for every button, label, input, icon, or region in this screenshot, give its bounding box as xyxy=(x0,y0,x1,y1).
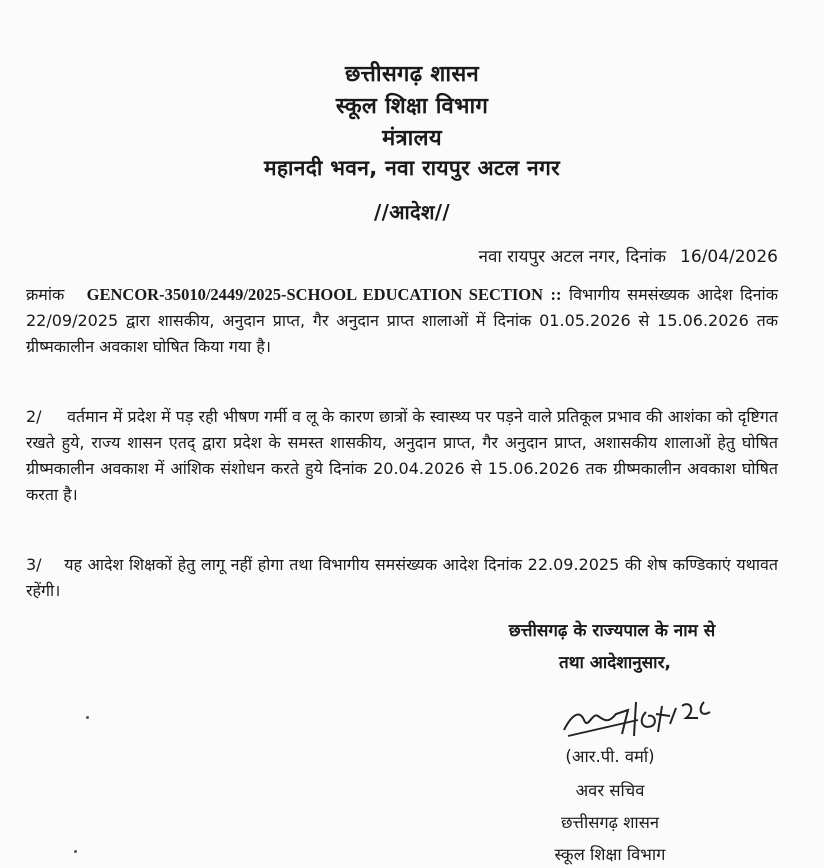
paragraph-2 xyxy=(26,404,778,508)
header-government: छत्तीसगढ़ शासन xyxy=(344,62,480,87)
scan-speck xyxy=(86,716,89,719)
signatory-government: छत्तीसगढ़ शासन xyxy=(560,813,660,832)
scan-speck xyxy=(74,850,77,853)
paragraph-1 xyxy=(26,282,778,360)
header-department: स्कूल शिक्षा विभाग xyxy=(335,94,489,119)
signatory-designation: अवर सचिव xyxy=(575,781,645,800)
handwritten-signature xyxy=(558,690,718,752)
header-address: महानदी भवन, नवा रायपुर अटल नगर xyxy=(264,156,560,180)
order-number: GENCOR-35010/2449/2025-SCHOOL EDUCATION SECTION xyxy=(86,285,544,304)
order-prefix: क्रमांक xyxy=(26,285,65,304)
date-line xyxy=(479,244,778,267)
date-place: नवा रायपुर अटल नगर, दिनांक xyxy=(478,247,667,267)
paragraph-3 xyxy=(26,552,778,604)
paragraph-2-text: वर्तमान में प्रदेश में पड़ रही भीषण गर्मी व लू के कारण छात्रों के स्वास्थ्य पर पड़ने वाले प्रतिकूल प्रभाव की आशंका को दृष्टिगत रखते हुये, राज्य शासन एतद् द्वारा प्रदेश के समस्त शासकीय, अनुदान प्राप्त, गैर अनुदान प्राप्त, अशासकीय शालाओं हेतु घोषित ग्रीष्मकालीन अवकाश में आंशिक संशोधन करते हुये दिनांक 20.04.2026 से 15.06.2026 तक ग्रीष्मकालीन अवकाश घोषित करता है। xyxy=(26,407,778,504)
paragraph-2-number: 2/ xyxy=(26,407,42,426)
signatory-department: स्कूल शिक्षा विभाग xyxy=(554,845,666,864)
order-separator: :: xyxy=(550,285,562,304)
order-date: 16/04/2026 xyxy=(680,247,778,267)
signoff-order: तथा आदेशानुसार, xyxy=(559,653,671,673)
paragraph-3-text: यह आदेश शिक्षकों हेतु लागू नहीं होगा तथा विभागीय समसंख्यक आदेश दिनांक 22.09.2025 की शेष कण्डिकाएं यथावत रहेंगी। xyxy=(26,555,778,600)
header-ministry: मंत्रालय xyxy=(382,126,442,151)
signatory-name: (आर.पी. वर्मा) xyxy=(565,747,655,766)
paragraph-1-text: विभागीय समसंख्यक आदेश दिनांक 22/09/2025 द्वारा शासकीय, अनुदान प्राप्त, गैर अनुदान प्राप्त शालाओं में दिनांक 01.05.2026 से 15.06.2026 तक ग्रीष्मकालीन अवकाश घोषित किया गया है। xyxy=(26,285,778,356)
order-title: //आदेश// xyxy=(374,200,450,224)
paragraph-3-number: 3/ xyxy=(26,555,42,574)
signoff-authority: छत्तीसगढ़ के राज्यपाल के नाम से xyxy=(508,621,716,641)
